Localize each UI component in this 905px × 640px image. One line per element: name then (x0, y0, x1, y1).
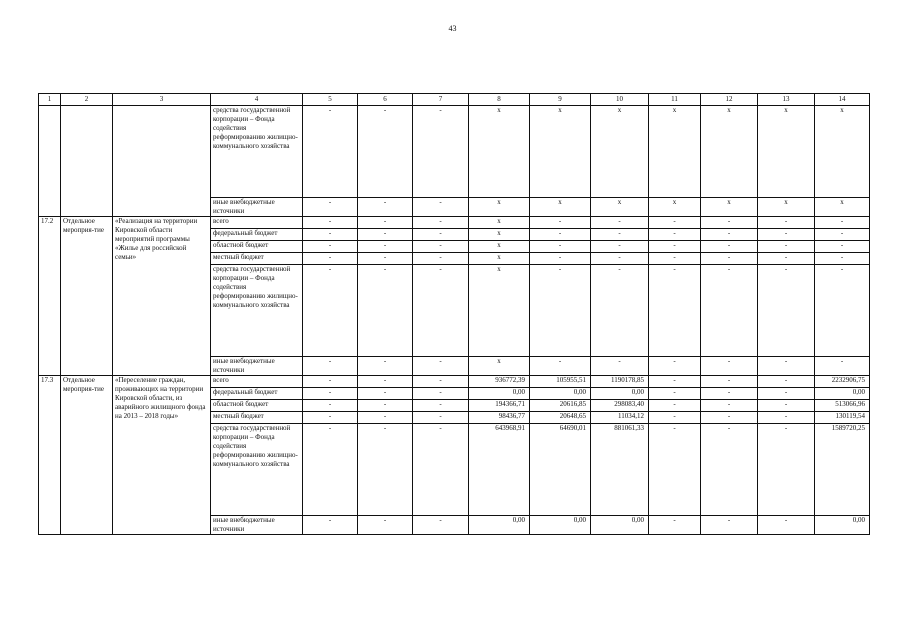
value-cell-col-9: 20648,65 (530, 412, 591, 424)
value-cell-col-10: 1190178,85 (591, 376, 649, 388)
activity-name: «Переселение граждан, проживающих на территории Кировской области, из аварийного жилищного фонда на 2013 – 2018 годы» (113, 376, 211, 535)
value-cell-col-7: - (413, 253, 469, 265)
funding-source: иные внебюджетные источники (211, 516, 303, 535)
activity-type: Отдельное мероприя-тие (61, 376, 113, 535)
value-cell-col-9: - (530, 357, 591, 376)
value-cell-col-11: - (649, 253, 701, 265)
value-cell-col-10: - (591, 229, 649, 241)
value-cell-col-9: 0,00 (530, 388, 591, 400)
value-cell-col-9: 105955,51 (530, 376, 591, 388)
funding-source: местный бюджет (211, 412, 303, 424)
value-cell-col-5: - (303, 376, 358, 388)
value-cell-col-8: 936772,39 (469, 376, 530, 388)
value-cell-col-6: - (358, 106, 413, 198)
funding-source: средства государственной корпорации – Фонда содействия реформированию жилищно-коммунального хозяйства (211, 265, 303, 357)
value-cell-col-9: x (530, 106, 591, 198)
funding-source: федеральный бюджет (211, 388, 303, 400)
funding-source: иные внебюджетные источники (211, 357, 303, 376)
table-row (39, 376, 870, 388)
activity-name: «Реализация на территории Кировской области мероприятий программы «Жилье для российской семьи» (113, 217, 211, 376)
value-cell-col-8: x (469, 229, 530, 241)
value-cell-col-5: - (303, 424, 358, 516)
value-cell-col-12: - (701, 241, 758, 253)
value-cell-col-8: 643968,91 (469, 424, 530, 516)
value-cell-col-6: - (358, 217, 413, 229)
column-header-7: 7 (413, 94, 469, 106)
value-cell-col-12: - (701, 217, 758, 229)
page-number: 43 (448, 24, 457, 33)
value-cell-col-6: - (358, 241, 413, 253)
column-header-4: 4 (211, 94, 303, 106)
value-cell-col-13: - (758, 376, 815, 388)
value-cell-col-13: x (758, 106, 815, 198)
value-cell-col-13: - (758, 265, 815, 357)
activity-type: Отдельное мероприя-тие (61, 217, 113, 376)
value-cell-col-9: - (530, 229, 591, 241)
value-cell-col-9: 64690,01 (530, 424, 591, 516)
value-cell-col-5: - (303, 217, 358, 229)
value-cell-col-6: - (358, 265, 413, 357)
value-cell-col-5: - (303, 357, 358, 376)
value-cell-col-10: - (591, 217, 649, 229)
value-cell-col-5: - (303, 229, 358, 241)
value-cell-col-12: - (701, 265, 758, 357)
value-cell-col-9: - (530, 241, 591, 253)
value-cell-col-12: - (701, 229, 758, 241)
column-header-6: 6 (358, 94, 413, 106)
value-cell-col-11: - (649, 229, 701, 241)
value-cell-col-14: 1589720,25 (815, 424, 870, 516)
column-header-1: 1 (39, 94, 61, 106)
value-cell-col-10: - (591, 265, 649, 357)
value-cell-col-11: - (649, 376, 701, 388)
funding-source: средства государственной корпорации – Фонда содействия реформированию жилищно-коммунального хозяйства (211, 424, 303, 516)
value-cell-col-5: - (303, 198, 358, 217)
value-cell-col-7: - (413, 265, 469, 357)
value-cell-col-11: - (649, 388, 701, 400)
funding-source: местный бюджет (211, 253, 303, 265)
value-cell-col-13: x (758, 198, 815, 217)
value-cell-col-11: - (649, 357, 701, 376)
value-cell-col-10: - (591, 253, 649, 265)
value-cell-col-8: 0,00 (469, 388, 530, 400)
value-cell-col-10: 0,00 (591, 388, 649, 400)
value-cell-col-6: - (358, 388, 413, 400)
value-cell-col-9: - (530, 217, 591, 229)
value-cell-col-11: x (649, 198, 701, 217)
value-cell-col-14: - (815, 241, 870, 253)
value-cell-col-11: - (649, 412, 701, 424)
value-cell-col-12: - (701, 388, 758, 400)
value-cell-col-10: x (591, 198, 649, 217)
value-cell-col-12: - (701, 376, 758, 388)
value-cell-col-13: - (758, 412, 815, 424)
activity-number (39, 106, 61, 217)
value-cell-col-11: - (649, 516, 701, 535)
activity-name (113, 106, 211, 217)
value-cell-col-6: - (358, 229, 413, 241)
value-cell-col-7: - (413, 106, 469, 198)
value-cell-col-11: - (649, 241, 701, 253)
value-cell-col-12: - (701, 412, 758, 424)
value-cell-col-8: x (469, 253, 530, 265)
value-cell-col-14: 2232906,75 (815, 376, 870, 388)
value-cell-col-6: - (358, 357, 413, 376)
value-cell-col-9: 20616,85 (530, 400, 591, 412)
value-cell-col-8: x (469, 106, 530, 198)
value-cell-col-14: 130119,54 (815, 412, 870, 424)
value-cell-col-5: - (303, 241, 358, 253)
value-cell-col-14: - (815, 265, 870, 357)
value-cell-col-8: x (469, 217, 530, 229)
column-header-13: 13 (758, 94, 815, 106)
value-cell-col-14: x (815, 106, 870, 198)
value-cell-col-8: 0,00 (469, 516, 530, 535)
value-cell-col-5: - (303, 516, 358, 535)
value-cell-col-13: - (758, 400, 815, 412)
funding-source: областной бюджет (211, 241, 303, 253)
value-cell-col-12: - (701, 424, 758, 516)
value-cell-col-10: - (591, 357, 649, 376)
value-cell-col-8: x (469, 198, 530, 217)
value-cell-col-13: - (758, 253, 815, 265)
value-cell-col-6: - (358, 412, 413, 424)
value-cell-col-10: 11034,12 (591, 412, 649, 424)
value-cell-col-9: - (530, 253, 591, 265)
value-cell-col-12: x (701, 198, 758, 217)
value-cell-col-12: - (701, 516, 758, 535)
activity-number: 17.3 (39, 376, 61, 535)
value-cell-col-8: x (469, 241, 530, 253)
value-cell-col-7: - (413, 388, 469, 400)
value-cell-col-11: x (649, 106, 701, 198)
value-cell-col-14: - (815, 357, 870, 376)
table-row (39, 217, 870, 229)
column-header-11: 11 (649, 94, 701, 106)
value-cell-col-8: 194366,71 (469, 400, 530, 412)
value-cell-col-8: 98436,77 (469, 412, 530, 424)
value-cell-col-7: - (413, 241, 469, 253)
value-cell-col-5: - (303, 253, 358, 265)
value-cell-col-9: x (530, 198, 591, 217)
value-cell-col-10: x (591, 106, 649, 198)
value-cell-col-13: - (758, 229, 815, 241)
value-cell-col-14: - (815, 217, 870, 229)
value-cell-col-11: - (649, 265, 701, 357)
funding-source: средства государственной корпорации – Фонда содействия реформированию жилищно-коммунального хозяйства (211, 106, 303, 198)
value-cell-col-7: - (413, 229, 469, 241)
value-cell-col-6: - (358, 400, 413, 412)
value-cell-col-13: - (758, 217, 815, 229)
value-cell-col-13: - (758, 388, 815, 400)
value-cell-col-13: - (758, 424, 815, 516)
funding-source: областной бюджет (211, 400, 303, 412)
value-cell-col-7: - (413, 412, 469, 424)
funding-source: всего (211, 376, 303, 388)
column-header-5: 5 (303, 94, 358, 106)
value-cell-col-5: - (303, 400, 358, 412)
value-cell-col-14: - (815, 229, 870, 241)
value-cell-col-6: - (358, 198, 413, 217)
activity-number: 17.2 (39, 217, 61, 376)
value-cell-col-14: - (815, 253, 870, 265)
value-cell-col-14: 0,00 (815, 516, 870, 535)
value-cell-col-11: - (649, 217, 701, 229)
value-cell-col-10: 881061,33 (591, 424, 649, 516)
budget-table (38, 93, 870, 535)
value-cell-col-7: - (413, 424, 469, 516)
value-cell-col-9: - (530, 265, 591, 357)
value-cell-col-7: - (413, 376, 469, 388)
value-cell-col-7: - (413, 357, 469, 376)
value-cell-col-8: x (469, 357, 530, 376)
column-header-14: 14 (815, 94, 870, 106)
value-cell-col-6: - (358, 253, 413, 265)
funding-source: всего (211, 217, 303, 229)
funding-source: федеральный бюджет (211, 229, 303, 241)
value-cell-col-13: - (758, 357, 815, 376)
value-cell-col-5: - (303, 106, 358, 198)
value-cell-col-7: - (413, 217, 469, 229)
column-header-10: 10 (591, 94, 649, 106)
value-cell-col-13: - (758, 241, 815, 253)
value-cell-col-14: 0,00 (815, 388, 870, 400)
value-cell-col-12: x (701, 106, 758, 198)
value-cell-col-7: - (413, 198, 469, 217)
column-header-3: 3 (113, 94, 211, 106)
column-header-12: 12 (701, 94, 758, 106)
value-cell-col-6: - (358, 424, 413, 516)
value-cell-col-14: 513066,96 (815, 400, 870, 412)
value-cell-col-9: 0,00 (530, 516, 591, 535)
value-cell-col-14: x (815, 198, 870, 217)
value-cell-col-5: - (303, 412, 358, 424)
value-cell-col-6: - (358, 376, 413, 388)
value-cell-col-10: - (591, 241, 649, 253)
funding-source: иные внебюджетные источники (211, 198, 303, 217)
value-cell-col-12: - (701, 400, 758, 412)
value-cell-col-5: - (303, 265, 358, 357)
value-cell-col-12: - (701, 357, 758, 376)
value-cell-col-5: - (303, 388, 358, 400)
value-cell-col-6: - (358, 516, 413, 535)
value-cell-col-12: - (701, 253, 758, 265)
value-cell-col-11: - (649, 400, 701, 412)
value-cell-col-7: - (413, 400, 469, 412)
column-header-8: 8 (469, 94, 530, 106)
value-cell-col-13: - (758, 516, 815, 535)
header-row (39, 94, 870, 106)
column-header-9: 9 (530, 94, 591, 106)
value-cell-col-10: 0,00 (591, 516, 649, 535)
table-row (39, 106, 870, 198)
value-cell-col-10: 298083,40 (591, 400, 649, 412)
activity-type (61, 106, 113, 217)
column-header-2: 2 (61, 94, 113, 106)
value-cell-col-11: - (649, 424, 701, 516)
value-cell-col-8: x (469, 265, 530, 357)
value-cell-col-7: - (413, 516, 469, 535)
